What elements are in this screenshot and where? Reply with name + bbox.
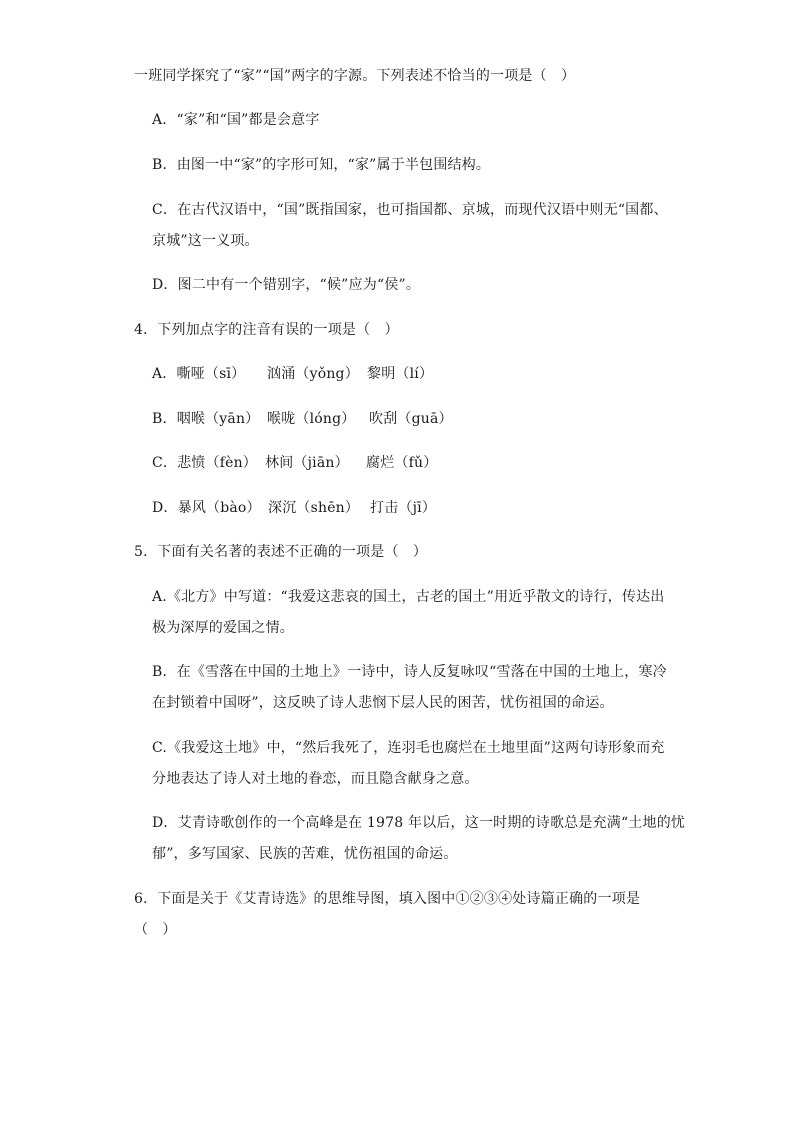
pinyin-item: 黎明（lí） [367,366,434,382]
question-3-option-a: A．“家”和“国”都是会意字 [152,112,320,128]
question-4-option-a [152,364,433,384]
question-3-option-c-line1: C．在古代汉语中，“国”既指国家，也可指国都、京城，而现代汉语中则无“国都、 [152,202,668,218]
question-5-option-a-line2: 极为深厚的爱国之情。 [152,620,294,636]
pinyin-item: C．悲愤（fèn） [152,455,257,471]
pinyin-item: A．嘶哑（sī） [152,366,246,382]
question-5-option-d-line2: 郁”，多写国家、民族的苦难，忧伤祖国的命运。 [152,846,458,862]
question-3-stem: 一班同学探究了“家”“国”两字的字源。下列表述不恰当的一项是（ ） [134,68,576,84]
pinyin-item: D．暴风（bào） [152,500,261,516]
question-5-option-c-line2: 分地表达了诗人对土地的眷恋，而且隐含献身之意。 [152,771,479,787]
question-4-option-b [152,409,453,429]
pinyin-item: 深沉（shēn） [268,500,360,516]
question-5-stem: 5．下面有关名著的表述不正确的一项是（ ） [134,544,428,560]
pinyin-item: B．咽喉（yān） [152,411,260,427]
pinyin-item: 吹刮（guā） [369,411,453,427]
pinyin-item: 汹涌（yǒng） [267,366,359,382]
question-6-stem-line2: （ ） [134,922,177,938]
question-4-option-d [152,498,436,518]
question-6-stem-line1: 6．下面是关于《艾青诗选》的思维导图，填入图中①②③④处诗篇正确的一项是 [134,891,641,907]
question-5-option-a-line1: A.《北方》中写道：“我爱这悲哀的国土，古老的国土”用近乎散文的诗行，传达出 [152,589,665,605]
pinyin-item: 喉咙（lóng） [267,411,356,427]
question-5-option-b-line2: 在封锁着中国呀”，这反映了诗人悲悯下层人民的困苦，忧伤祖国的命运。 [152,695,614,711]
question-5-option-d-line1: D．艾青诗歌创作的一个高峰是在 1978 年以后，这一时期的诗歌总是充满“土地的忧 [152,815,686,831]
pinyin-item: 打击（jī） [370,500,437,516]
question-5-option-c-line1: C.《我爱这土地》中，“然后我死了，连羽毛也腐烂在土地里面”这两句诗形象而充 [152,740,665,756]
question-4-stem: 4．下列加点字的注音有误的一项是（ ） [134,322,399,338]
question-5-option-b-line1: B．在《雪落在中国的土地上》一诗中，诗人反复咏叹“雪落在中国的土地上，寒冷 [152,664,667,680]
question-4-option-c [152,453,437,473]
question-3-option-c-line2: 京城”这一义项。 [152,233,259,249]
question-3-option-d: D．图二中有一个错别字，“候”应为“侯”。 [152,277,421,293]
question-3-option-b: B．由图一中“家”的字形可知，“家”属于半包围结构。 [152,157,491,173]
pinyin-item: 腐烂（fǔ） [366,455,438,471]
pinyin-item: 林间（jiān） [265,455,349,471]
